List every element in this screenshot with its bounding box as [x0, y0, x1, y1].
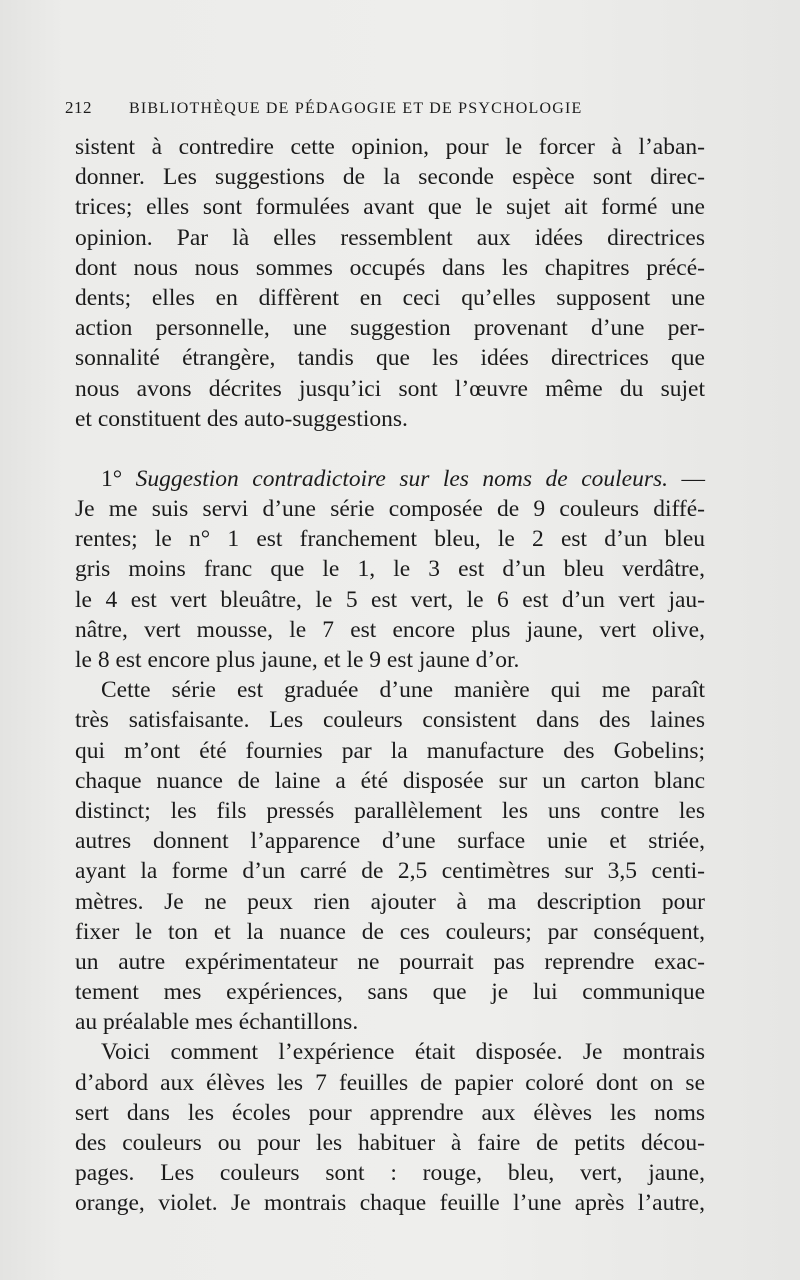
body-text — [75, 132, 705, 1219]
text-line: des couleurs ou pour les habituer à faire de petits décou- — [75, 1130, 705, 1156]
text-line: mètres. Je ne peux rien ajouter à ma description pour — [75, 888, 705, 915]
text-line: action personnelle, une suggestion provenant d’une per- — [75, 315, 705, 342]
text-line: orange, violet. Je montrais chaque feuille l’une après l’autre, — [75, 1190, 705, 1217]
text-line: tement mes expériences, sans que je lui communique — [75, 979, 705, 1006]
running-head — [65, 98, 725, 118]
text-line: un autre expérimentateur ne pourrait pas reprendre exac- — [75, 948, 705, 975]
text-line: pages. Les couleurs sont : rouge, bleu, vert, jaune, — [75, 1160, 705, 1187]
text-line: ayant la forme d’un carré de 2,5 centimètres sur 3,5 centi- — [75, 858, 705, 885]
text-line: chaque nuance de laine a été disposée sur un carton blanc — [75, 767, 705, 794]
text-line: rentes; le n° 1 est franchement bleu, le 2 est d’un bleu — [75, 526, 705, 553]
section-number: 1° — [101, 465, 123, 492]
text-line: autres donnent l’apparence d’une surface unie et striée, — [75, 828, 705, 855]
text-line: fixer le ton et la nuance de ces couleurs; par conséquent, — [75, 918, 705, 945]
text-line: le 8 est encore plus jaune, et le 9 est jaune d’or. — [75, 647, 520, 673]
running-title: BIBLIOTHÈQUE DE PÉDAGOGIE ET DE PSYCHOLOGIE — [129, 100, 583, 117]
text-line: opinion. Par là elles ressemblent aux idées directrices — [75, 224, 705, 251]
text-line: d’abord aux élèves les 7 feuilles de papier coloré dont on se — [75, 1069, 705, 1096]
text-line: et constituent des auto-suggestions. — [75, 405, 408, 432]
text-line: Je me suis servi d’une série composée de 9 couleurs diffé- — [75, 496, 705, 523]
text-line: sistent à contredire cette opinion, pour le forcer à l’aban- — [75, 134, 705, 160]
section-dash: — — [681, 465, 705, 492]
text-line: trices; elles sont formulées avant que le sujet ait formé une — [75, 194, 705, 221]
text-line: très satisfaisante. Les couleurs consistent dans des laines — [75, 707, 705, 734]
text-line: le 4 est vert bleuâtre, le 5 est vert, le 6 est d’un vert jau- — [75, 586, 705, 613]
text-line: nâtre, vert mousse, le 7 est encore plus jaune, vert olive, — [75, 616, 705, 643]
text-line: sonnalité étrangère, tandis que les idées directrices que — [75, 345, 705, 372]
text-line: donner. Les suggestions de la seconde espèce sont direc- — [75, 164, 705, 191]
text-line: nous avons décrites jusqu’ici sont l’œuvre même du sujet — [75, 375, 705, 402]
text-line: au préalable mes échantillons. — [75, 1009, 359, 1036]
text-line: dents; elles en diffèrent en ceci qu’elles supposent une — [75, 284, 705, 311]
text-line: Voici comment l’expérience était disposée. Je montrais — [101, 1039, 705, 1066]
text-line: qui m’ont été fournies par la manufacture des Gobelins; — [75, 737, 705, 764]
text-line: sert dans les écoles pour apprendre aux élèves les noms — [75, 1099, 705, 1126]
text-line: gris moins franc que le 1, le 3 est d’un bleu verdâtre, — [75, 556, 705, 583]
section-spacer — [75, 434, 705, 464]
section-heading-line — [75, 464, 705, 494]
text-line: Cette série est graduée d’une manière qui me paraît — [101, 677, 705, 704]
section-heading: Suggestion contradictoire sur les noms de couleurs. — [135, 465, 669, 492]
page-number: 212 — [65, 98, 92, 117]
text-line: dont nous nous sommes occupés dans les chapitres précé- — [75, 254, 705, 281]
text-line: distinct; les fils pressés parallèlement les uns contre les — [75, 797, 705, 824]
